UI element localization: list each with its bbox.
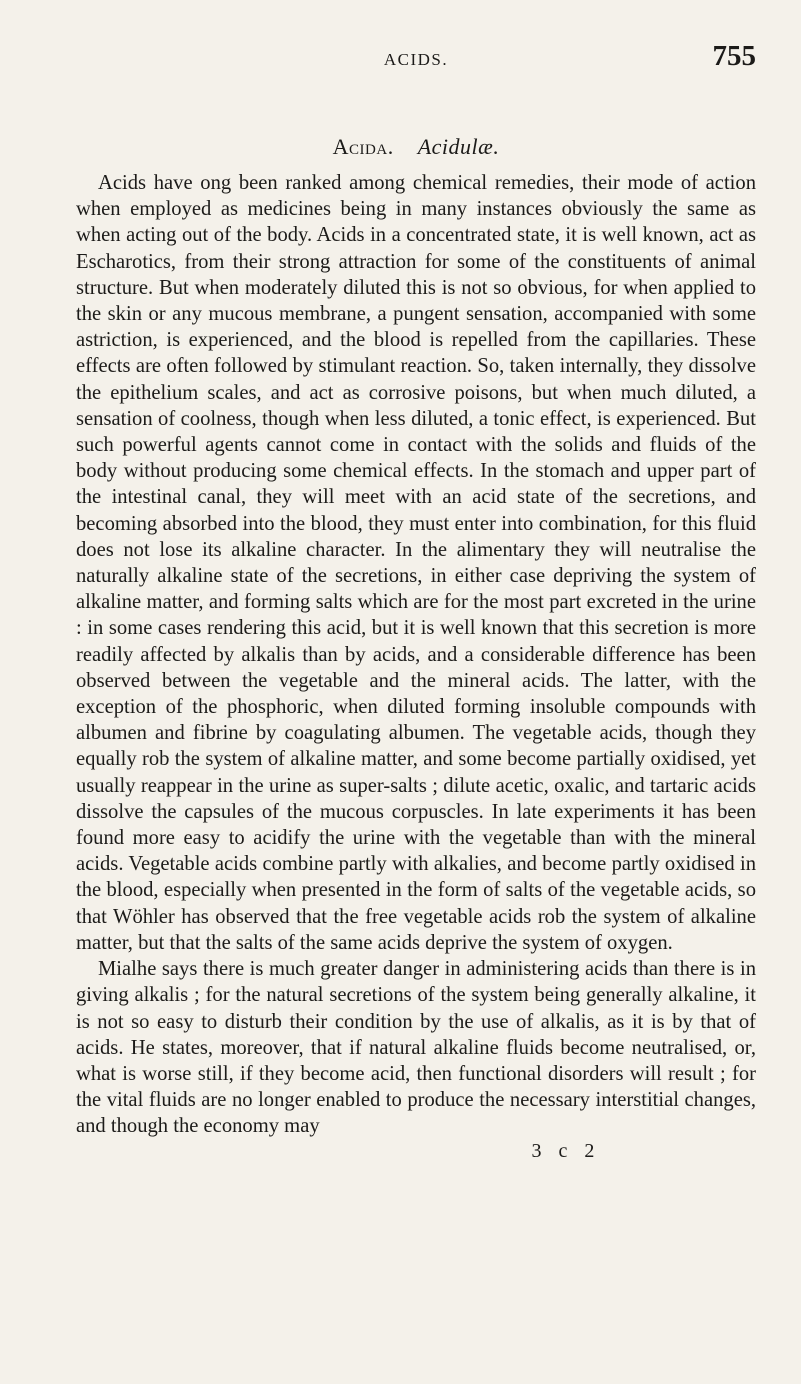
running-title: ACIDS. (383, 50, 449, 69)
book-page (76, 40, 756, 1162)
running-head (76, 40, 756, 76)
section-heading (76, 134, 756, 160)
signature-mark: 3 c 2 (531, 1139, 601, 1162)
section-title: Acida. (332, 134, 394, 159)
paragraph-1: Acids have ong been ranked among chemical remedies, their mode of action when employed as medicines being in many instances obviously the same as when acting out of the body. Acids in a concentrated state, it is well known, act as Escharotics, from their strong attraction for some of the constituents of animal structure. But when moderately diluted this is not so obvious, for when applied to the skin or any mucous membrane, a pungent sensation, accompanied with some astriction, is experienced, and the blood is repelled from the capillaries. These effects are often followed by stimulant reaction. So, taken internally, they dissolve the epithelium scales, and act as corrosive poisons, but when much diluted, a sensation of coolness, though when less diluted, a tonic effect, is experienced. But such powerful agents cannot come in contact with the solids and fluids of the body without producing some chemical effects. In the stomach and upper part of the intestinal canal, they will meet with an acid state of the secretions, and becoming absorbed into the blood, they must enter into combination, for this fluid does not lose its alkaline character. In the alimentary they will neutralise the naturally alkaline state of the secretions, in either case depriving the system of alkaline matter, and forming salts which are for the most part excreted in the urine : in some cases rendering this acid, but it is well known that this secretion is more readily affected by alkalis than by acids, and a considerable difference has been observed between the vegetable and the mineral acids. The latter, with the exception of the phosphoric, when diluted forming insoluble compounds with albumen and fibrine by coagulating albumen. The vegetable acids, though they equally rob the system of alkaline matter, and some become partially oxidised, yet usually reappear in the urine as super-salts ; dilute acetic, oxalic, and tartaric acids dissolve the capsules of the mucous corpuscles. In late experiments it has been found more easy to acidify the urine with the vegetable than with the mineral acids. Vegetable acids combine partly with alkalies, and become partly oxidised in the blood, especially when presented in the form of salts of the vegetable acids, so that Wöhler has observed that the free vegetable acids rob the system of alkaline matter, but that the salts of the same acids deprive the system of oxygen. (76, 172, 756, 954)
section-subtitle: Acidulæ. (417, 134, 500, 159)
page-number: 755 (712, 40, 756, 72)
paragraph-2: Mialhe says there is much greater danger in administering acids than there is in giving alkalis ; for the natural secretions of the system being generally alkaline, it is not so easy to disturb their condition by the use of alkalis, as it is by that of acids. He states, moreover, that if natural alkaline fluids become neutralised, or, what is worse still, if they become acid, then functional disorders will result ; for the vital fluids are no longer enabled to produce the necessary interstitial changes, and though the economy may (76, 958, 756, 1138)
